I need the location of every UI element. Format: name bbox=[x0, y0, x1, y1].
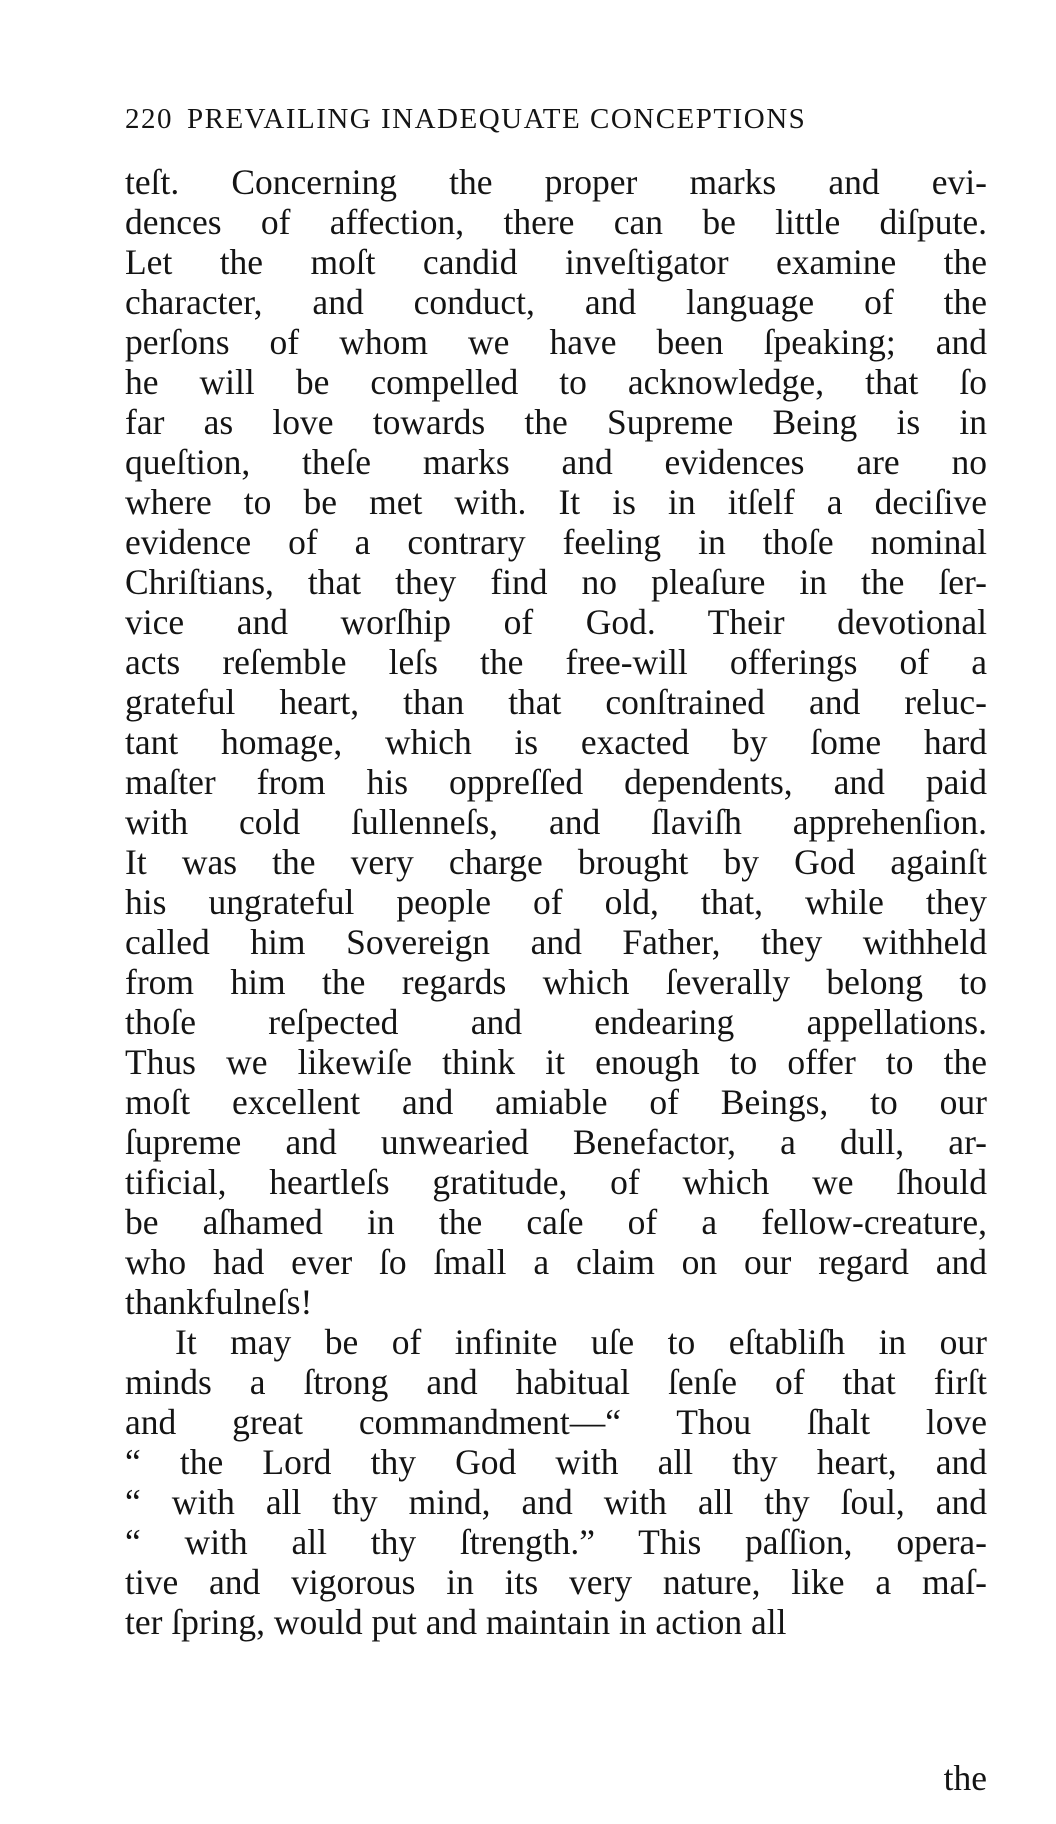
running-header bbox=[125, 103, 987, 143]
text-line: ſupreme and unwearied Benefactor, a dull, ar- bbox=[125, 1122, 987, 1162]
text-line: “ with all thy ſtrength.” This paſſion, opera- bbox=[125, 1522, 987, 1562]
text-line: and great commandment—“ Thou ſhalt love bbox=[125, 1402, 987, 1442]
text-line: he will be compelled to acknowledge, that ſo bbox=[125, 362, 987, 402]
text-line: “ the Lord thy God with all thy heart, and bbox=[125, 1442, 987, 1482]
catchword: the bbox=[943, 1758, 987, 1798]
text-line: be aſhamed in the caſe of a fellow-creature, bbox=[125, 1202, 987, 1242]
text-line: teſt. Concerning the proper marks and evi- bbox=[125, 162, 987, 202]
text-line: his ungrateful people of old, that, while they bbox=[125, 882, 987, 922]
text-line: where to be met with. It is in itſelf a deciſive bbox=[125, 482, 987, 522]
running-title: PREVAILING INADEQUATE CONCEPTIONS bbox=[187, 103, 807, 135]
text-line: Let the moſt candid inveſtigator examine the bbox=[125, 242, 987, 282]
text-line: who had ever ſo ſmall a claim on our regard and bbox=[125, 1242, 987, 1282]
text-line: It may be of infinite uſe to eſtabliſh in our bbox=[175, 1322, 987, 1362]
text-line: grateful heart, than that conſtrained and reluc- bbox=[125, 682, 987, 722]
paragraph bbox=[125, 1322, 987, 1642]
text-line: tificial, heartleſs gratitude, of which we ſhould bbox=[125, 1162, 987, 1202]
page-number: 220 bbox=[125, 103, 173, 135]
text-line: with cold ſullenneſs, and ſlaviſh apprehenſion. bbox=[125, 802, 987, 842]
text-line: perſons of whom we have been ſpeaking; and bbox=[125, 322, 987, 362]
text-line: dences of affection, there can be little diſpute. bbox=[125, 202, 987, 242]
text-line: called him Sovereign and Father, they withheld bbox=[125, 922, 987, 962]
text-line: tive and vigorous in its very nature, like a maſ- bbox=[125, 1562, 987, 1602]
text-line: maſter from his oppreſſed dependents, and paid bbox=[125, 762, 987, 802]
text-line: Chriſtians, that they find no pleaſure in the ſer- bbox=[125, 562, 987, 602]
text-line: minds a ſtrong and habitual ſenſe of that firſt bbox=[125, 1362, 987, 1402]
text-line: queſtion, theſe marks and evidences are no bbox=[125, 442, 987, 482]
text-line: Thus we likewiſe think it enough to offer to the bbox=[125, 1042, 987, 1082]
text-line: from him the regards which ſeverally belong to bbox=[125, 962, 987, 1002]
body-text bbox=[125, 162, 987, 1642]
text-line: It was the very charge brought by God againſt bbox=[125, 842, 987, 882]
text-line: “ with all thy mind, and with all thy ſoul, and bbox=[125, 1482, 987, 1522]
text-line: moſt excellent and amiable of Beings, to our bbox=[125, 1082, 987, 1122]
text-line: acts reſemble leſs the free-will offerings of a bbox=[125, 642, 987, 682]
text-line: thoſe reſpected and endearing appellations. bbox=[125, 1002, 987, 1042]
text-line: tant homage, which is exacted by ſome hard bbox=[125, 722, 987, 762]
paragraph bbox=[125, 162, 987, 1322]
text-line: thankfulneſs! bbox=[125, 1282, 313, 1322]
text-line: far as love towards the Supreme Being is in bbox=[125, 402, 987, 442]
text-line: vice and worſhip of God. Their devotional bbox=[125, 602, 987, 642]
text-line: character, and conduct, and language of the bbox=[125, 282, 987, 322]
text-line: ter ſpring, would put and maintain in action all bbox=[125, 1602, 787, 1642]
text-line: evidence of a contrary feeling in thoſe nominal bbox=[125, 522, 987, 562]
